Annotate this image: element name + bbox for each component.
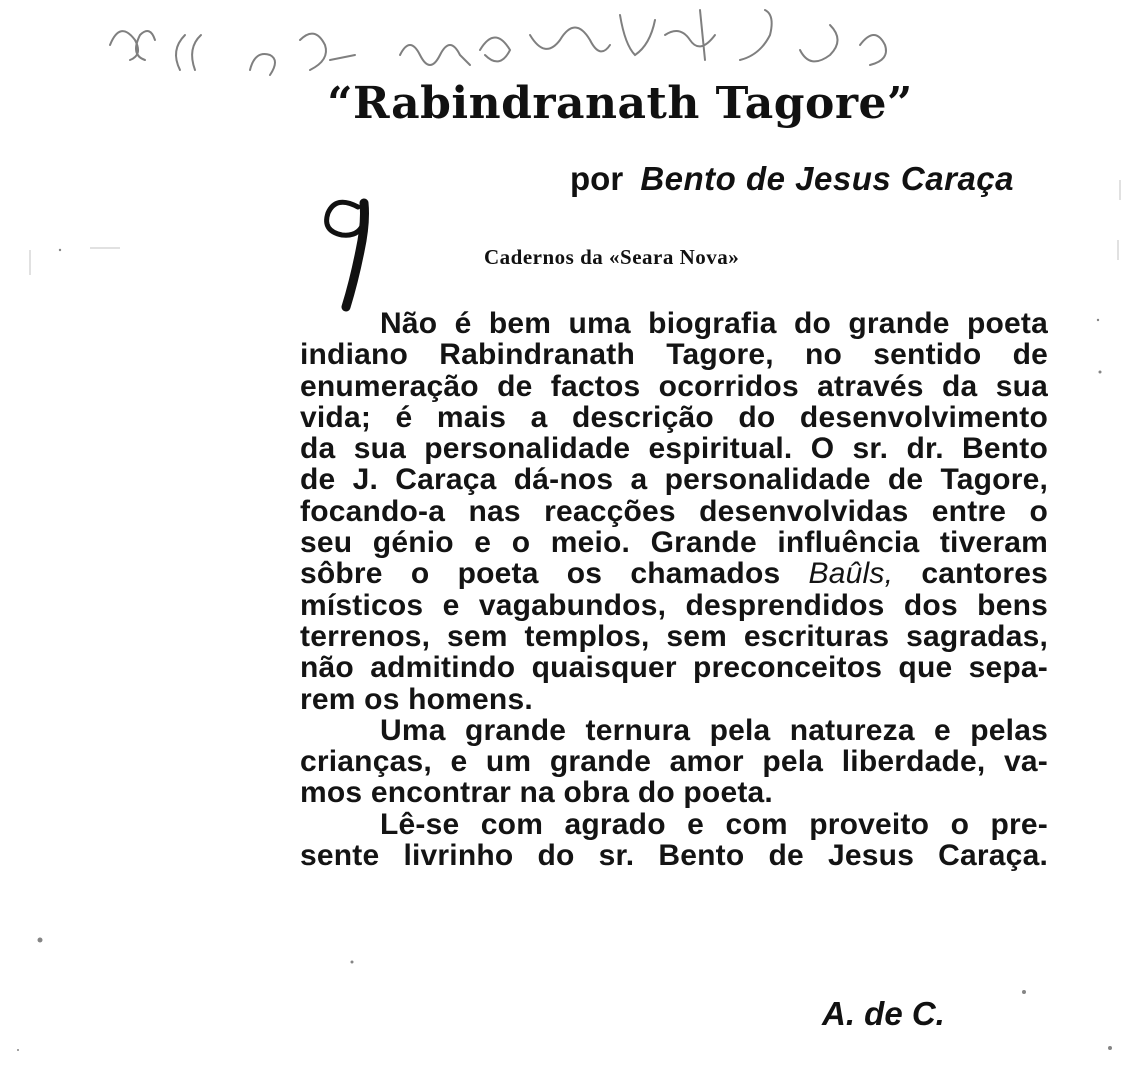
- author-name: Bento de Jesus Caraça: [640, 160, 1015, 197]
- byline-prefix: por: [570, 160, 624, 197]
- body-line: rem os homens.: [300, 682, 533, 716]
- body-line-start: sôbre o poeta os chamados: [300, 557, 809, 591]
- body-line: mos encontrar na obra do poeta.: [300, 776, 773, 810]
- body-line: não admitindo quaisquer preconceitos que sepa-: [300, 651, 1048, 685]
- body-line: crianças, e um grande amor pela liberdade, va-: [300, 745, 1048, 779]
- body-line: Uma grande ternura pela natureza e pelas: [380, 713, 1048, 747]
- body-line: Lê-se com agrado e com proveito o pre-: [380, 807, 1048, 841]
- body-line: sente livrinho do sr. Bento de Jesus Caraça.: [300, 839, 1048, 873]
- body-line-end: cantores: [893, 557, 1048, 591]
- italic-term: Baûls,: [808, 557, 894, 591]
- handwritten-page-number: [318, 185, 388, 315]
- body-line: Não é bem uma biografia do grande poeta: [380, 307, 1048, 340]
- body-line: terrenos, sem templos, sem escrituras sagradas,: [300, 619, 1048, 653]
- body-line: de J. Caraça dá-nos a personalidade de Tagore,: [300, 463, 1048, 497]
- signature: A. de C.: [822, 995, 945, 1032]
- article-title: “Rabindranath Tagore”: [327, 78, 913, 129]
- page-number-text: 9: [318, 185, 319, 186]
- body-line: vida; é mais a descrição do desenvolvimento: [300, 400, 1048, 434]
- body-line: seu génio e o meio. Grande influência tiveram: [300, 526, 1048, 560]
- body-line: focando-a nas reacções desenvolvidas entre o: [300, 494, 1048, 528]
- body-line: enumeração de factos ocorridos através da sua: [300, 369, 1048, 403]
- body-line: indiano Rabindranath Tagore, no sentido de: [300, 338, 1048, 372]
- article-body: [300, 308, 1048, 871]
- byline: [570, 160, 1060, 198]
- body-line: místicos e vagabundos, desprendidos dos bens: [300, 588, 1048, 622]
- body-line: da sua personalidade espiritual. O sr. dr. Bento: [300, 432, 1048, 466]
- source-publication: Cadernos da «Seara Nova»: [484, 245, 740, 269]
- body-line: [300, 558, 1048, 589]
